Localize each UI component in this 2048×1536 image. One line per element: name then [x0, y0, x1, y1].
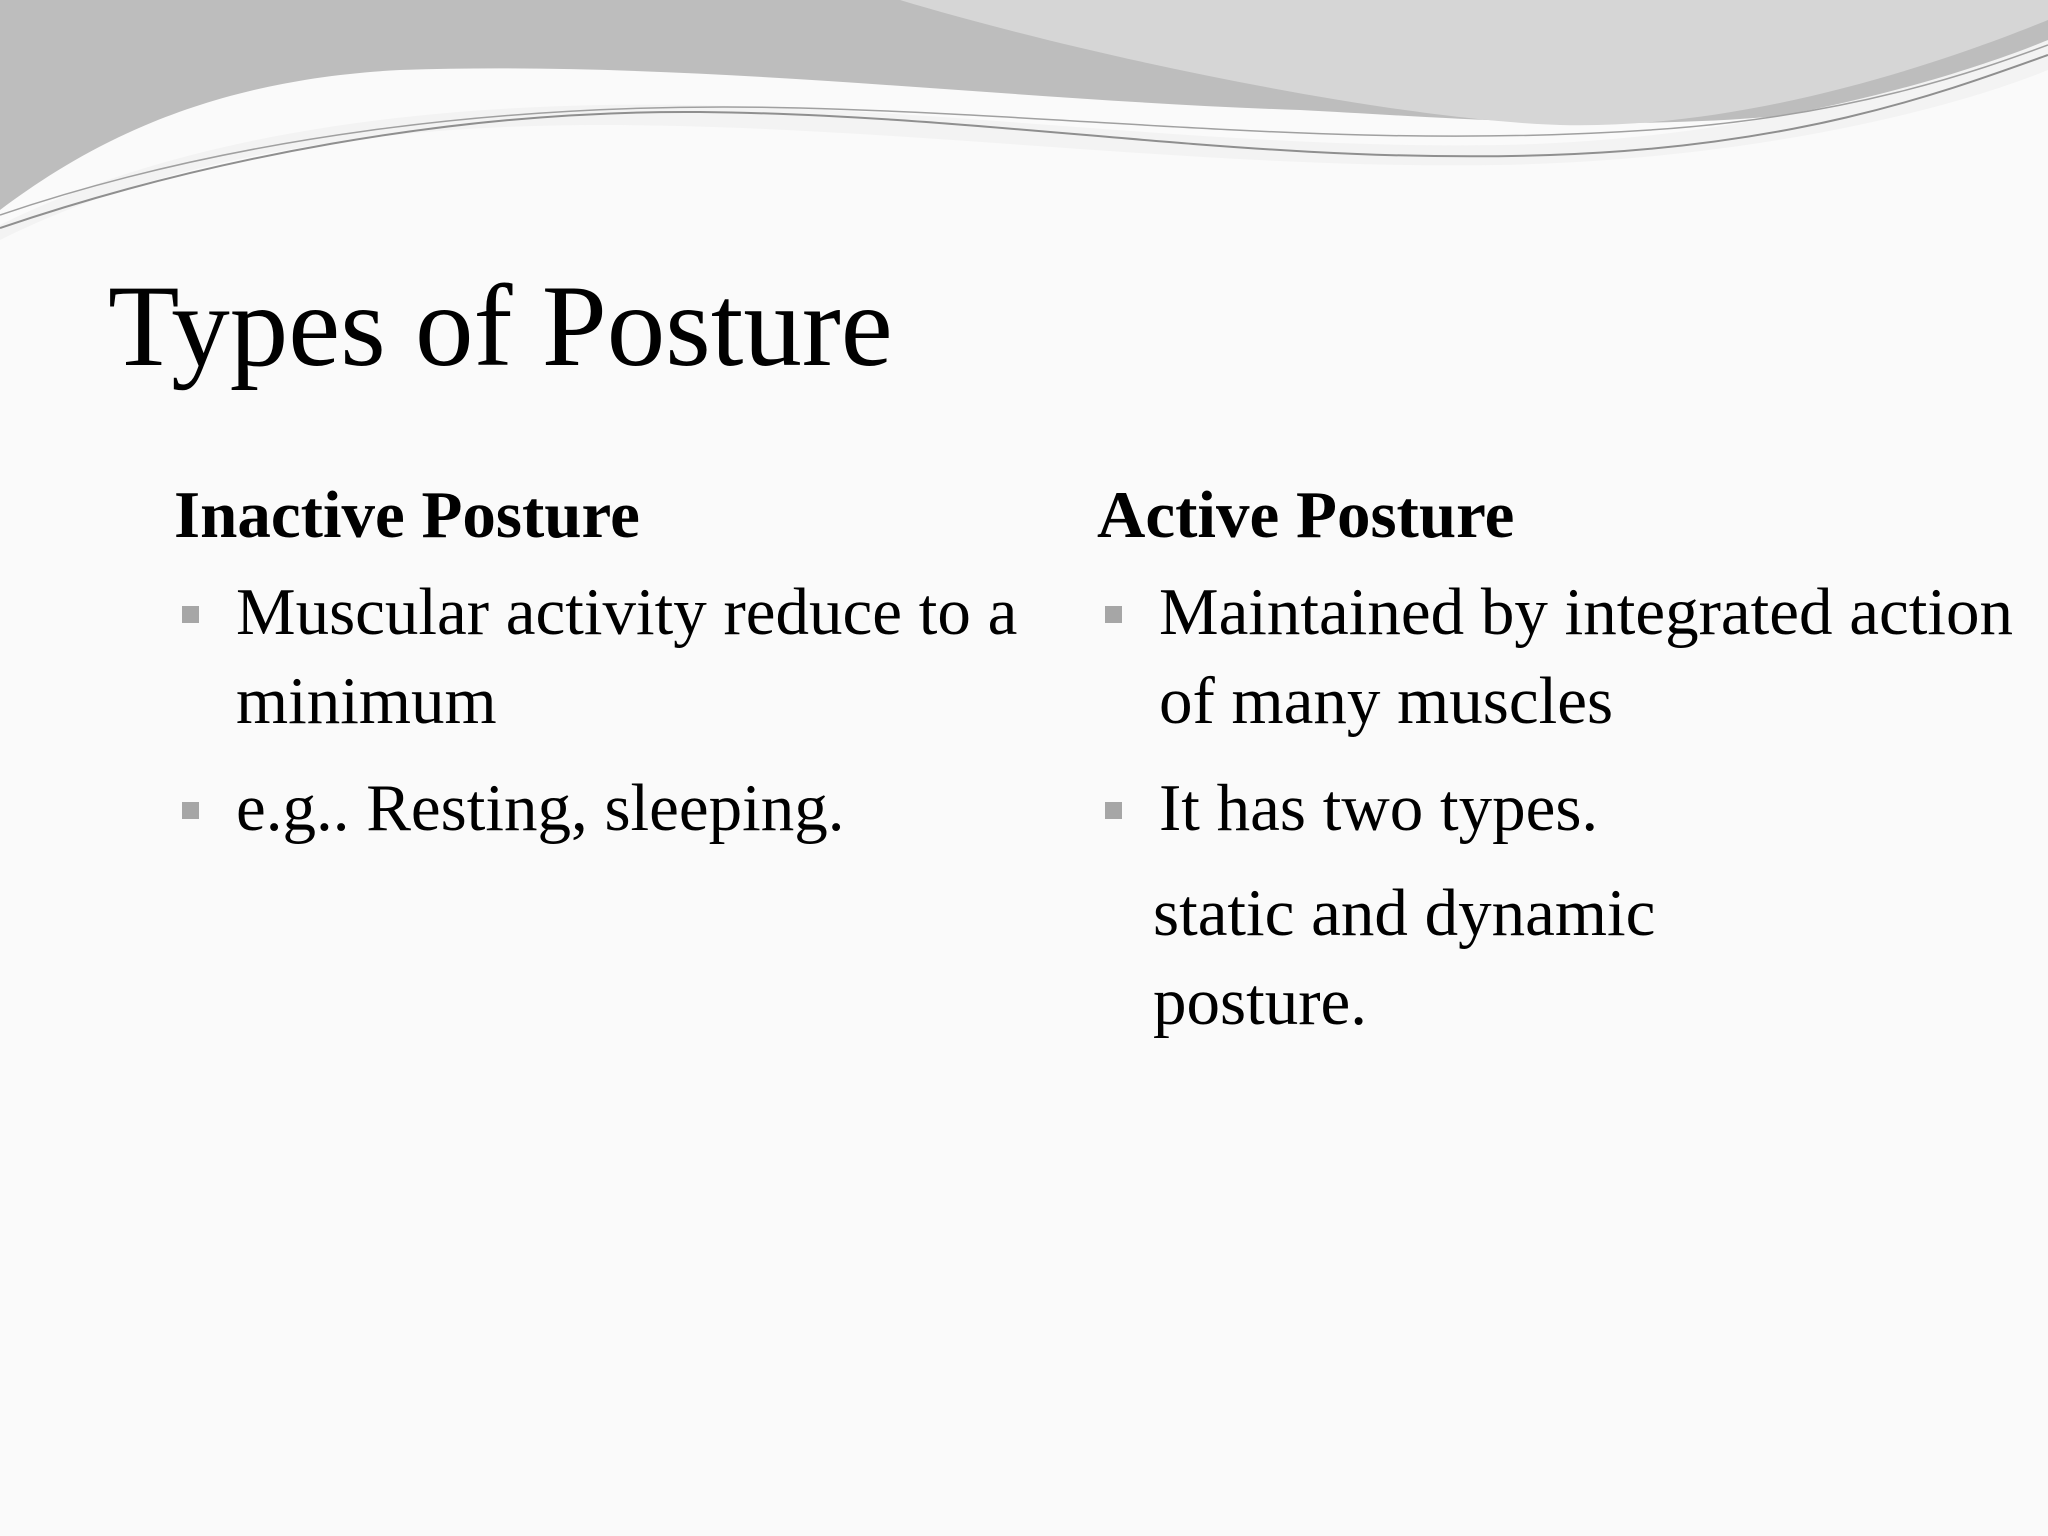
- active-posture-column: [1097, 478, 2013, 1047]
- list-item: [1097, 764, 1997, 853]
- inactive-posture-heading: Inactive Posture: [174, 478, 640, 552]
- bullet-text: It has two types.: [1159, 771, 1599, 845]
- active-posture-heading: Active Posture: [1097, 478, 1515, 552]
- inactive-posture-list: [174, 568, 1074, 853]
- inactive-posture-column: [174, 478, 1074, 853]
- active-posture-list: [1097, 568, 2013, 853]
- bullet-text: Muscular activity reduce to a minimum: [236, 575, 1018, 738]
- list-item: [1097, 568, 2019, 746]
- square-bullet-icon: [1105, 606, 1122, 623]
- list-item: [174, 568, 1074, 746]
- continuation-text: static and dynamic posture.: [1153, 876, 1656, 1039]
- list-item: [174, 764, 1074, 853]
- bullet-text: Maintained by integrated action of many muscles: [1159, 575, 2013, 738]
- slide-title: Types of Posture: [108, 262, 893, 391]
- square-bullet-icon: [182, 802, 199, 819]
- square-bullet-icon: [1105, 802, 1122, 819]
- header-wave-decoration: [0, 0, 2048, 240]
- square-bullet-icon: [182, 606, 199, 623]
- bullet-text: e.g.. Resting, sleeping.: [236, 771, 845, 845]
